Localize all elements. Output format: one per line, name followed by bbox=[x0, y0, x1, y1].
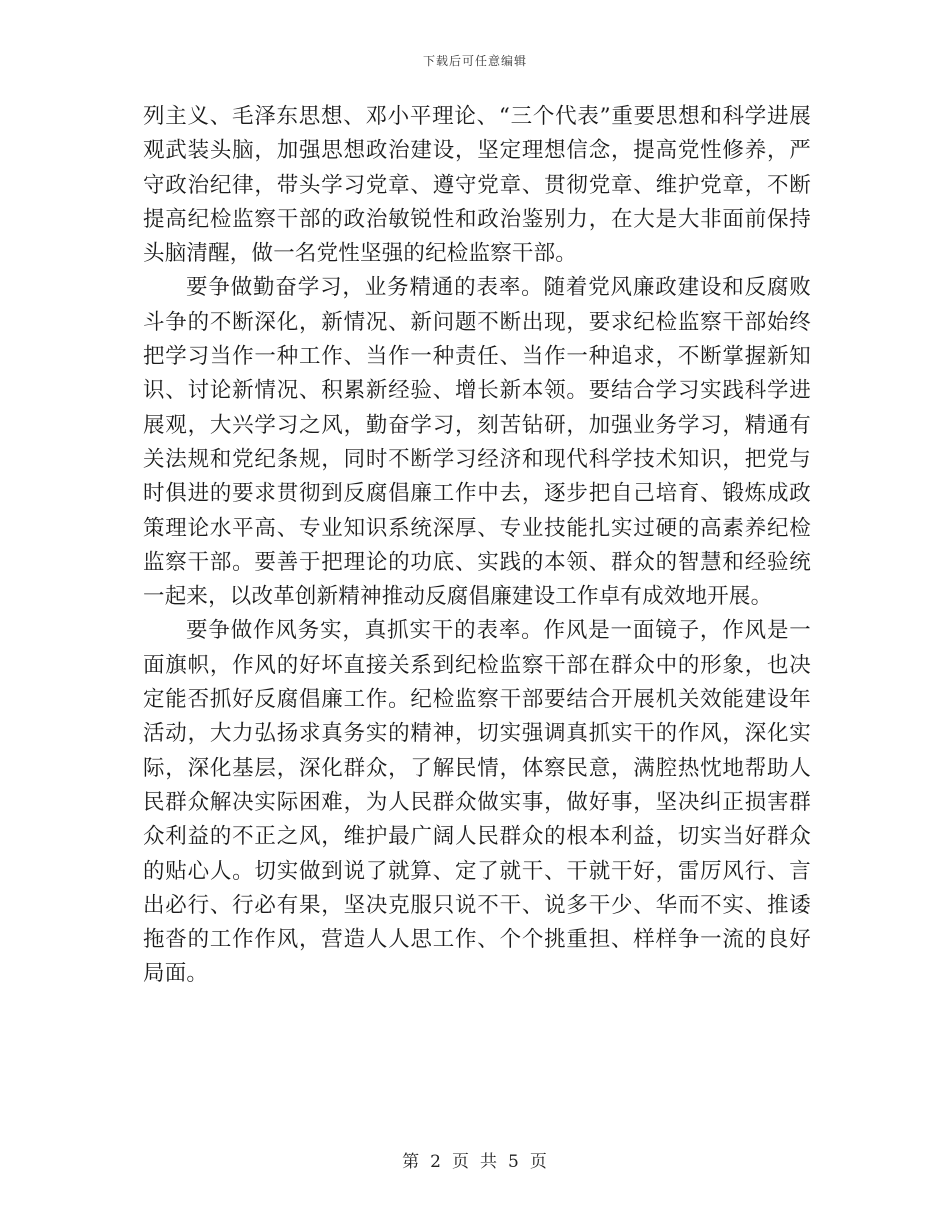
footer-label-unit: 页 bbox=[452, 1152, 470, 1172]
footer-current-page: 2 bbox=[430, 1152, 442, 1172]
paragraph-study: 要争做勤奋学习，业务精通的表率。随着党风廉政建设和反腐败斗争的不断深化，新情况、新问题不断出现，要求纪检监察干部始终把学习当作一种工作、当作一种责任、当作一种追求，不断掌握新知识、讨论新情况、积累新经验、增长新本领。要结合学习实践科学进展观，大兴学习之风，勤奋学习，刻苦钻研，加强业务学习，精通有关法规和党纪条规，同时不断学习经济和现代科学技术知识，把党与时俱进的要求贯彻到反腐倡廉工作中去，逐步把自己培育、锻炼成政策理论水平高、专业知识系统深厚、专业技能扎实过硬的高素养纪检监察干部。要善于把理论的功底、实践的本领、群众的智慧和经验统一起来，以改革创新精神推动反腐倡廉建设工作卓有成效地开展。 bbox=[143, 275, 811, 610]
footer-label-total: 共 bbox=[480, 1152, 498, 1172]
page-header: 下载后可任意编辑 bbox=[422, 54, 527, 68]
document-body bbox=[143, 100, 811, 992]
footer-label-unit-end: 页 bbox=[529, 1152, 548, 1172]
footer-label-page: 第 bbox=[402, 1152, 421, 1172]
paragraph-continued: 列主义、毛泽东思想、邓小平理论、“三个代表”重要思想和科学进展观武装头脑，加强思想政治建设，坚定理想信念，提高党性修养，严守政治纪律，带头学习党章、遵守党章、贯彻党章、维护党章，不断提高纪检监察干部的政治敏锐性和政治鉴别力，在大是大非面前保持头脑清醒，做一名党性坚强的纪检监察干部。 bbox=[143, 104, 811, 267]
page-footer bbox=[0, 1147, 950, 1172]
footer-total-pages: 5 bbox=[508, 1152, 520, 1172]
paragraph-work-style: 要争做作风务实，真抓实干的表率。作风是一面镜子，作风是一面旗帜，作风的好坏直接关系到纪检监察干部在群众中的形象，也决定能否抓好反腐倡廉工作。纪检监察干部要结合开展机关效能建设年活动，大力弘扬求真务实的精神，切实强调真抓实干的作风，深化实际，深化基层，深化群众，了解民情，体察民意，满腔热忱地帮助人民群众解决实际困难，为人民群众做实事，做好事，坚决纠正损害群众利益的不正之风，维护最广阔人民群众的根本利益，切实当好群众的贴心人。切实做到说了就算、定了就干、干就干好，雷厉风行、言出必行、行必有果，坚决克服只说不干、说多干少、华而不实、推诿拖沓的工作作风，营造人人思工作、个个挑重担、样样争一流的良好局面。 bbox=[143, 618, 811, 987]
